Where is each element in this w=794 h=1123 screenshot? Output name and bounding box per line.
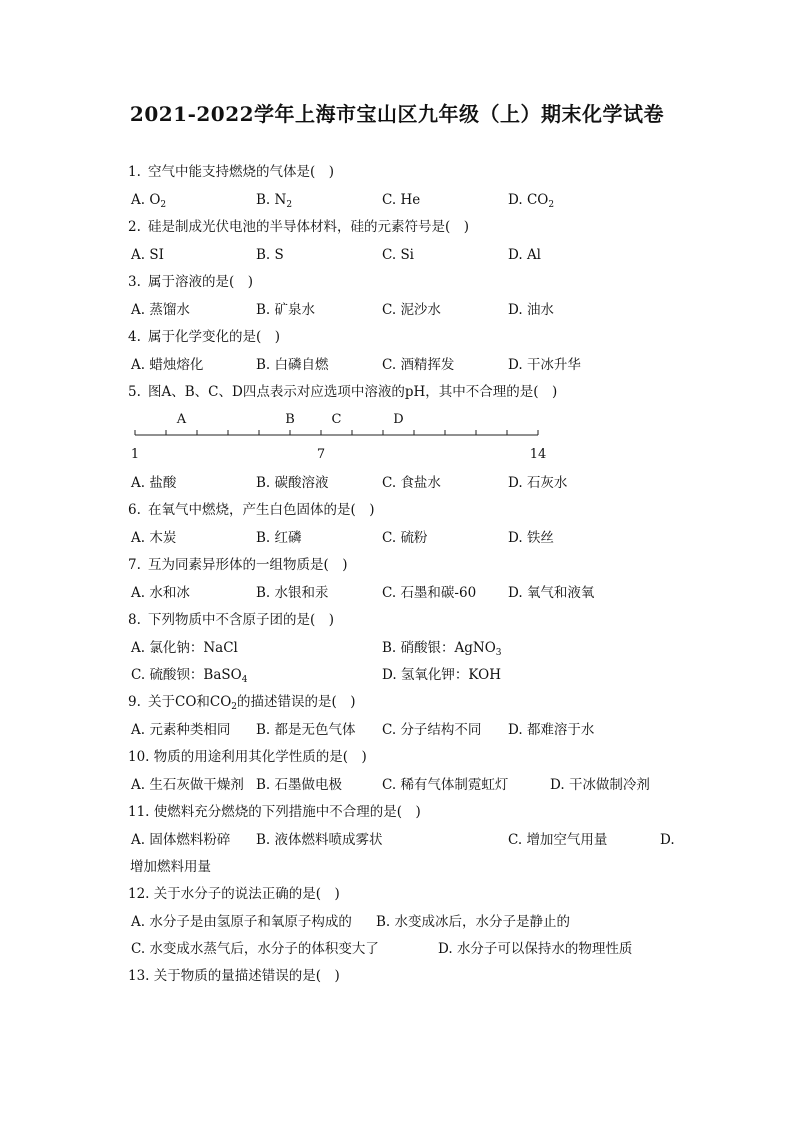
q4-option-d: D. 干冰升华 (508, 357, 581, 373)
q7-option-b: B. 水银和汞 (256, 585, 329, 601)
question-1: 1. 空气中能支持燃烧的气体是( ) (128, 164, 335, 180)
q8-option-c: C. 硫酸钡：BaSO$_4$ (131, 667, 248, 685)
q10-option-d: D. 干冰做制冷剂 (550, 777, 650, 793)
q11-option-c: C. 增加空气用量 (508, 832, 608, 848)
q9-option-a: A. 元素种类相同 (131, 722, 231, 738)
q8-option-a: A. 氯化钠：NaCl (131, 640, 238, 656)
q3-option-a: A. 蒸馏水 (131, 302, 190, 318)
q10-option-c: C. 稀有气体制霓虹灯 (382, 777, 509, 793)
q12-option-a: A. 水分子是由氢原子和氧原子构成的 (131, 914, 352, 930)
question-2: 2. 硅是制成光伏电池的半导体材料，硅的元素符号是( ) (128, 219, 470, 235)
q4-option-b: B. 白磷自燃 (256, 357, 329, 373)
q5-option-a: A. 盐酸 (131, 475, 177, 491)
q3-option-c: C. 泥沙水 (382, 302, 441, 318)
q3-option-d: D. 油水 (508, 302, 554, 318)
q10-option-b: B. 石墨做电极 (256, 777, 343, 793)
q10-option-a: A. 生石灰做干燥剂 (131, 777, 244, 793)
q6-option-c: C. 硫粉 (382, 530, 428, 546)
q5-option-c: C. 食盐水 (382, 475, 441, 491)
ph-point-a: A (176, 412, 187, 427)
q6-option-d: D. 铁丝 (508, 530, 554, 546)
q5-option-d: D. 石灰水 (508, 475, 568, 491)
ph-scale-diagram (125, 405, 555, 465)
q5-option-b: B. 碳酸溶液 (256, 475, 329, 491)
question-6: 6. 在氧气中燃烧，产生白色固体的是( ) (128, 502, 375, 518)
ph-label-mid: 7 (316, 447, 326, 462)
q8-option-d: D. 氢氧化钾：KOH (382, 667, 502, 683)
q11-option-d-text: 增加燃料用量 (130, 859, 211, 875)
ph-label-end: 14 (529, 447, 547, 462)
q9-option-c: C. 分子结构不同 (382, 722, 482, 738)
question-5: 5. 图A、B、C、D四点表示对应选项中溶液的pH，其中不合理的是( ) (128, 384, 558, 400)
q1-option-b: B. $N_2$ (256, 192, 293, 210)
question-8: 8. 下列物质中不含原子团的是( ) (128, 612, 335, 628)
q11-option-a: A. 固体燃料粉碎 (131, 832, 231, 848)
q12-option-b: B. 水变成冰后，水分子是静止的 (376, 914, 571, 930)
q11-option-b: B. 液体燃料喷成雾状 (256, 832, 383, 848)
q4-option-c: C. 酒精挥发 (382, 357, 455, 373)
q1-option-c: C. He (382, 192, 421, 208)
ph-point-b: B (285, 412, 295, 427)
q9-option-b: B. 都是无色气体 (256, 722, 356, 738)
exam-title: 2021-2022学年上海市宝山区九年级（上）期末化学试卷 (129, 102, 665, 126)
question-4: 4. 属于化学变化的是( ) (128, 329, 281, 345)
q2-option-d: D. Al (508, 247, 542, 263)
q9-option-d: D. 都难溶于水 (508, 722, 595, 738)
question-10: 10. 物质的用途利用其化学性质的是( ) (128, 749, 367, 765)
q3-option-b: B. 矿泉水 (256, 302, 316, 318)
q7-option-c: C. 石墨和碳-60 (382, 585, 477, 601)
question-9: 9. 关于CO和$CO_2$的描述错误的是( ) (128, 694, 356, 712)
q6-option-a: A. 木炭 (131, 530, 177, 546)
ph-point-d: D (393, 412, 404, 427)
question-12: 12. 关于水分子的说法正确的是( ) (128, 886, 340, 902)
ph-label-start: 1 (130, 447, 140, 462)
q7-option-a: A. 水和冰 (131, 585, 190, 601)
question-11: 11. 使燃料充分燃烧的下列措施中不合理的是( ) (128, 804, 421, 820)
question-13: 13. 关于物质的量描述错误的是( ) (128, 968, 340, 984)
ph-point-c: C (331, 412, 342, 427)
q4-option-a: A. 蜡烛熔化 (131, 357, 204, 373)
q6-option-b: B. 红磷 (256, 530, 302, 546)
question-3: 3. 属于溶液的是( ) (128, 274, 254, 290)
q2-option-b: B. S (256, 247, 284, 263)
q12-option-d: D. 水分子可以保持水的物理性质 (438, 941, 633, 957)
q7-option-d: D. 氧气和液氧 (508, 585, 595, 601)
question-7: 7. 互为同素异形体的一组物质是( ) (128, 557, 348, 573)
q2-option-c: C. Si (382, 247, 415, 263)
q11-option-d: D. (660, 832, 675, 848)
q12-option-c: C. 水变成水蒸气后，水分子的体积变大了 (131, 941, 379, 957)
q8-option-b: B. 硝酸银：AgNO$_3$ (382, 640, 502, 658)
q2-option-a: A. SI (131, 247, 164, 263)
q1-option-d: D. $CO_2$ (508, 192, 555, 210)
q1-option-a: A. $O_2$ (131, 192, 167, 210)
